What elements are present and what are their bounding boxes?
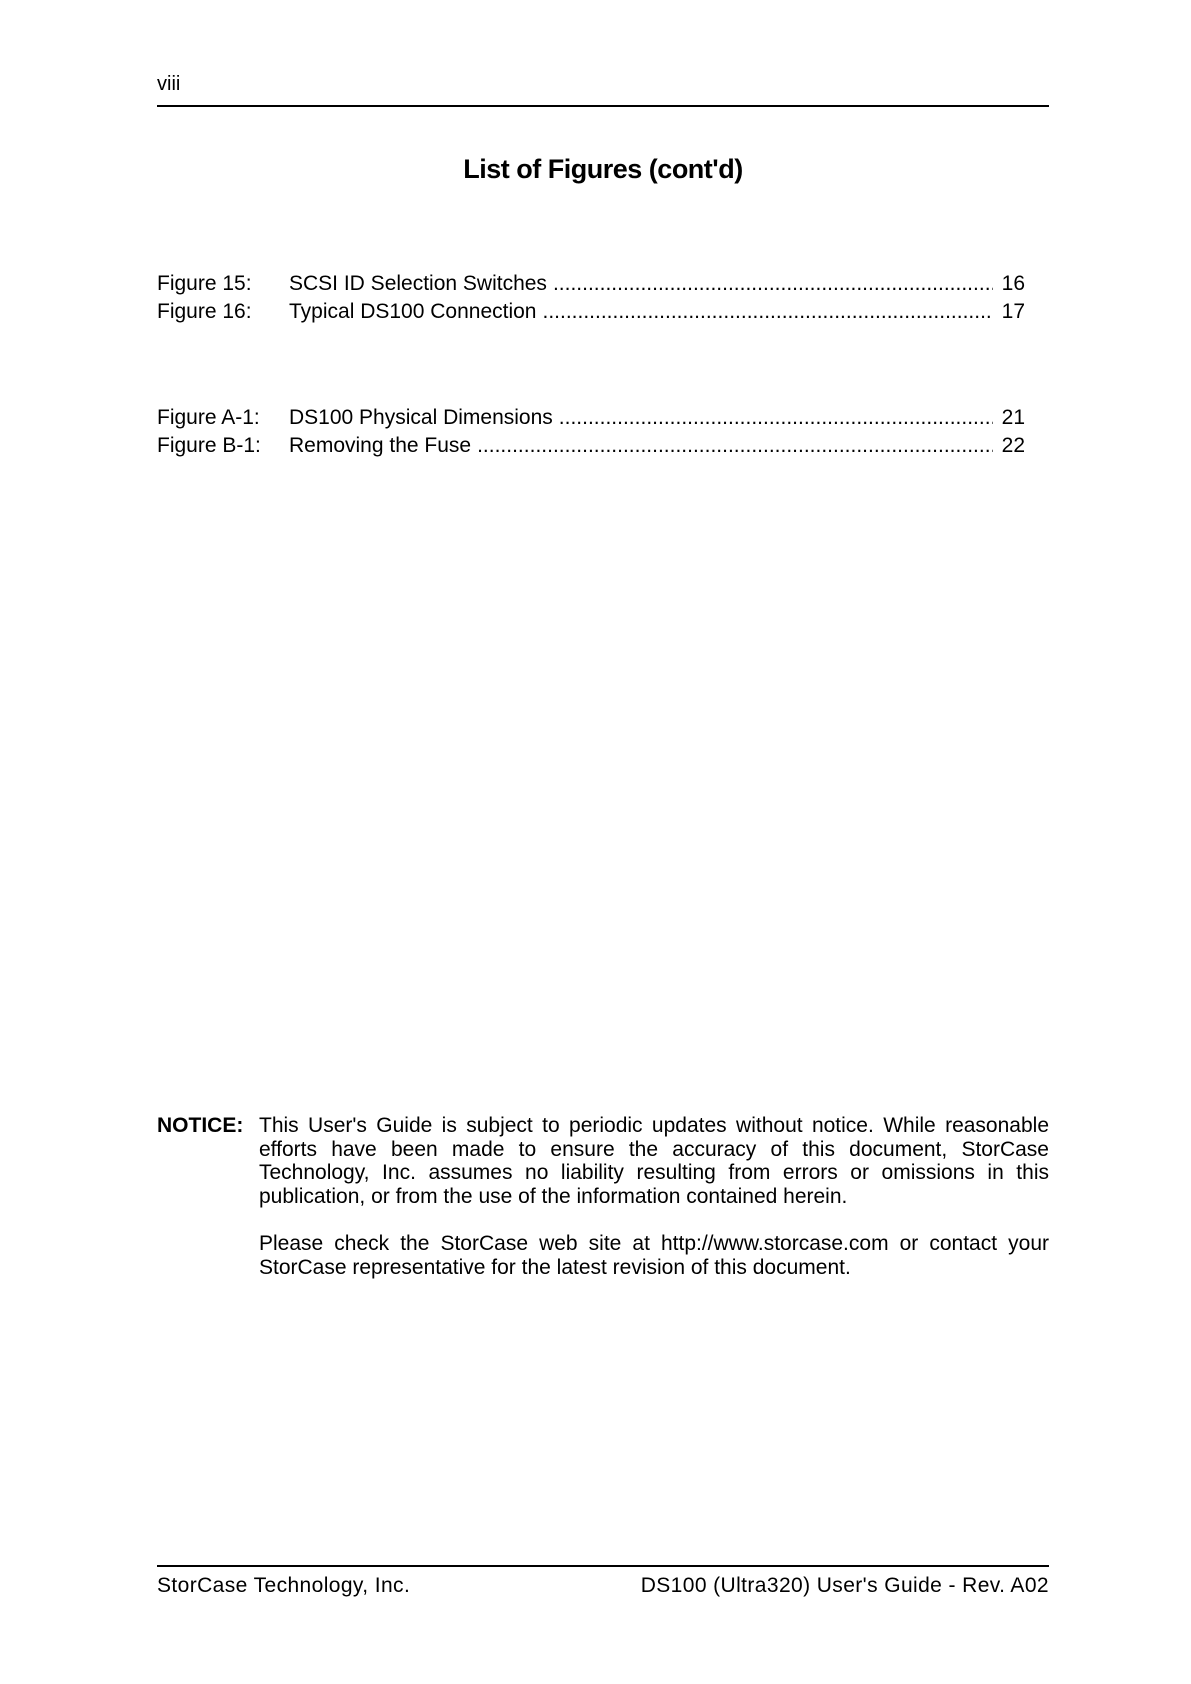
toc-entry-title: SCSI ID Selection Switches — [289, 272, 547, 295]
footer-rule — [157, 1565, 1049, 1567]
notice-label: NOTICE: — [157, 1114, 244, 1137]
toc-entry-title: Typical DS100 Connection — [289, 300, 537, 323]
toc-entry-label: Figure A-1: — [157, 406, 260, 429]
toc-leader-dots — [559, 404, 993, 432]
footer-document-title: DS100 (Ultra320) User's Guide - Rev. A02 — [640, 1574, 1049, 1597]
figure-list-main — [157, 270, 1025, 326]
toc-entry-label: Figure 16: — [157, 300, 252, 323]
notice-paragraph-2: Please check the StorCase web site at http://www.storcase.com or contact your StorCase representative for the latest revision of this document. — [259, 1232, 1049, 1279]
page-title: List of Figures (cont'd) — [463, 154, 743, 184]
toc-entry-figure-a-1[interactable] — [157, 404, 1025, 432]
footer-company: StorCase Technology, Inc. — [157, 1574, 411, 1597]
toc-entry-title: Removing the Fuse — [289, 434, 472, 457]
header-rule — [157, 105, 1049, 107]
notice-paragraph-1: This User's Guide is subject to periodic updates without notice. While reasonable efforts have been made to ensure the accuracy of this document, StorCase Technology, Inc. assumes no liability resulting from errors or omissions in this publication, or from the use of the information contained herein. — [259, 1114, 1049, 1208]
toc-entry-label: Figure 15: — [157, 272, 252, 295]
toc-entry-title: DS100 Physical Dimensions — [289, 406, 553, 429]
page-footer — [157, 1572, 1049, 1600]
toc-entry-figure-15[interactable] — [157, 270, 1025, 298]
toc-entry-figure-16[interactable] — [157, 298, 1025, 326]
toc-entry-page: 21 — [1001, 406, 1025, 429]
toc-leader-dots — [553, 270, 993, 298]
toc-entry-page: 17 — [1001, 300, 1025, 323]
notice-body — [259, 1114, 1049, 1279]
toc-entry-figure-b-1[interactable] — [157, 432, 1025, 460]
toc-entry-page: 16 — [1001, 272, 1025, 295]
page-number: viii — [157, 73, 181, 95]
toc-leader-dots — [542, 298, 993, 326]
toc-leader-dots — [477, 432, 993, 460]
toc-entry-page: 22 — [1001, 434, 1025, 457]
toc-entry-label: Figure B-1: — [157, 434, 261, 457]
notice-block — [157, 1114, 1049, 1303]
figure-list-appendix — [157, 404, 1025, 460]
